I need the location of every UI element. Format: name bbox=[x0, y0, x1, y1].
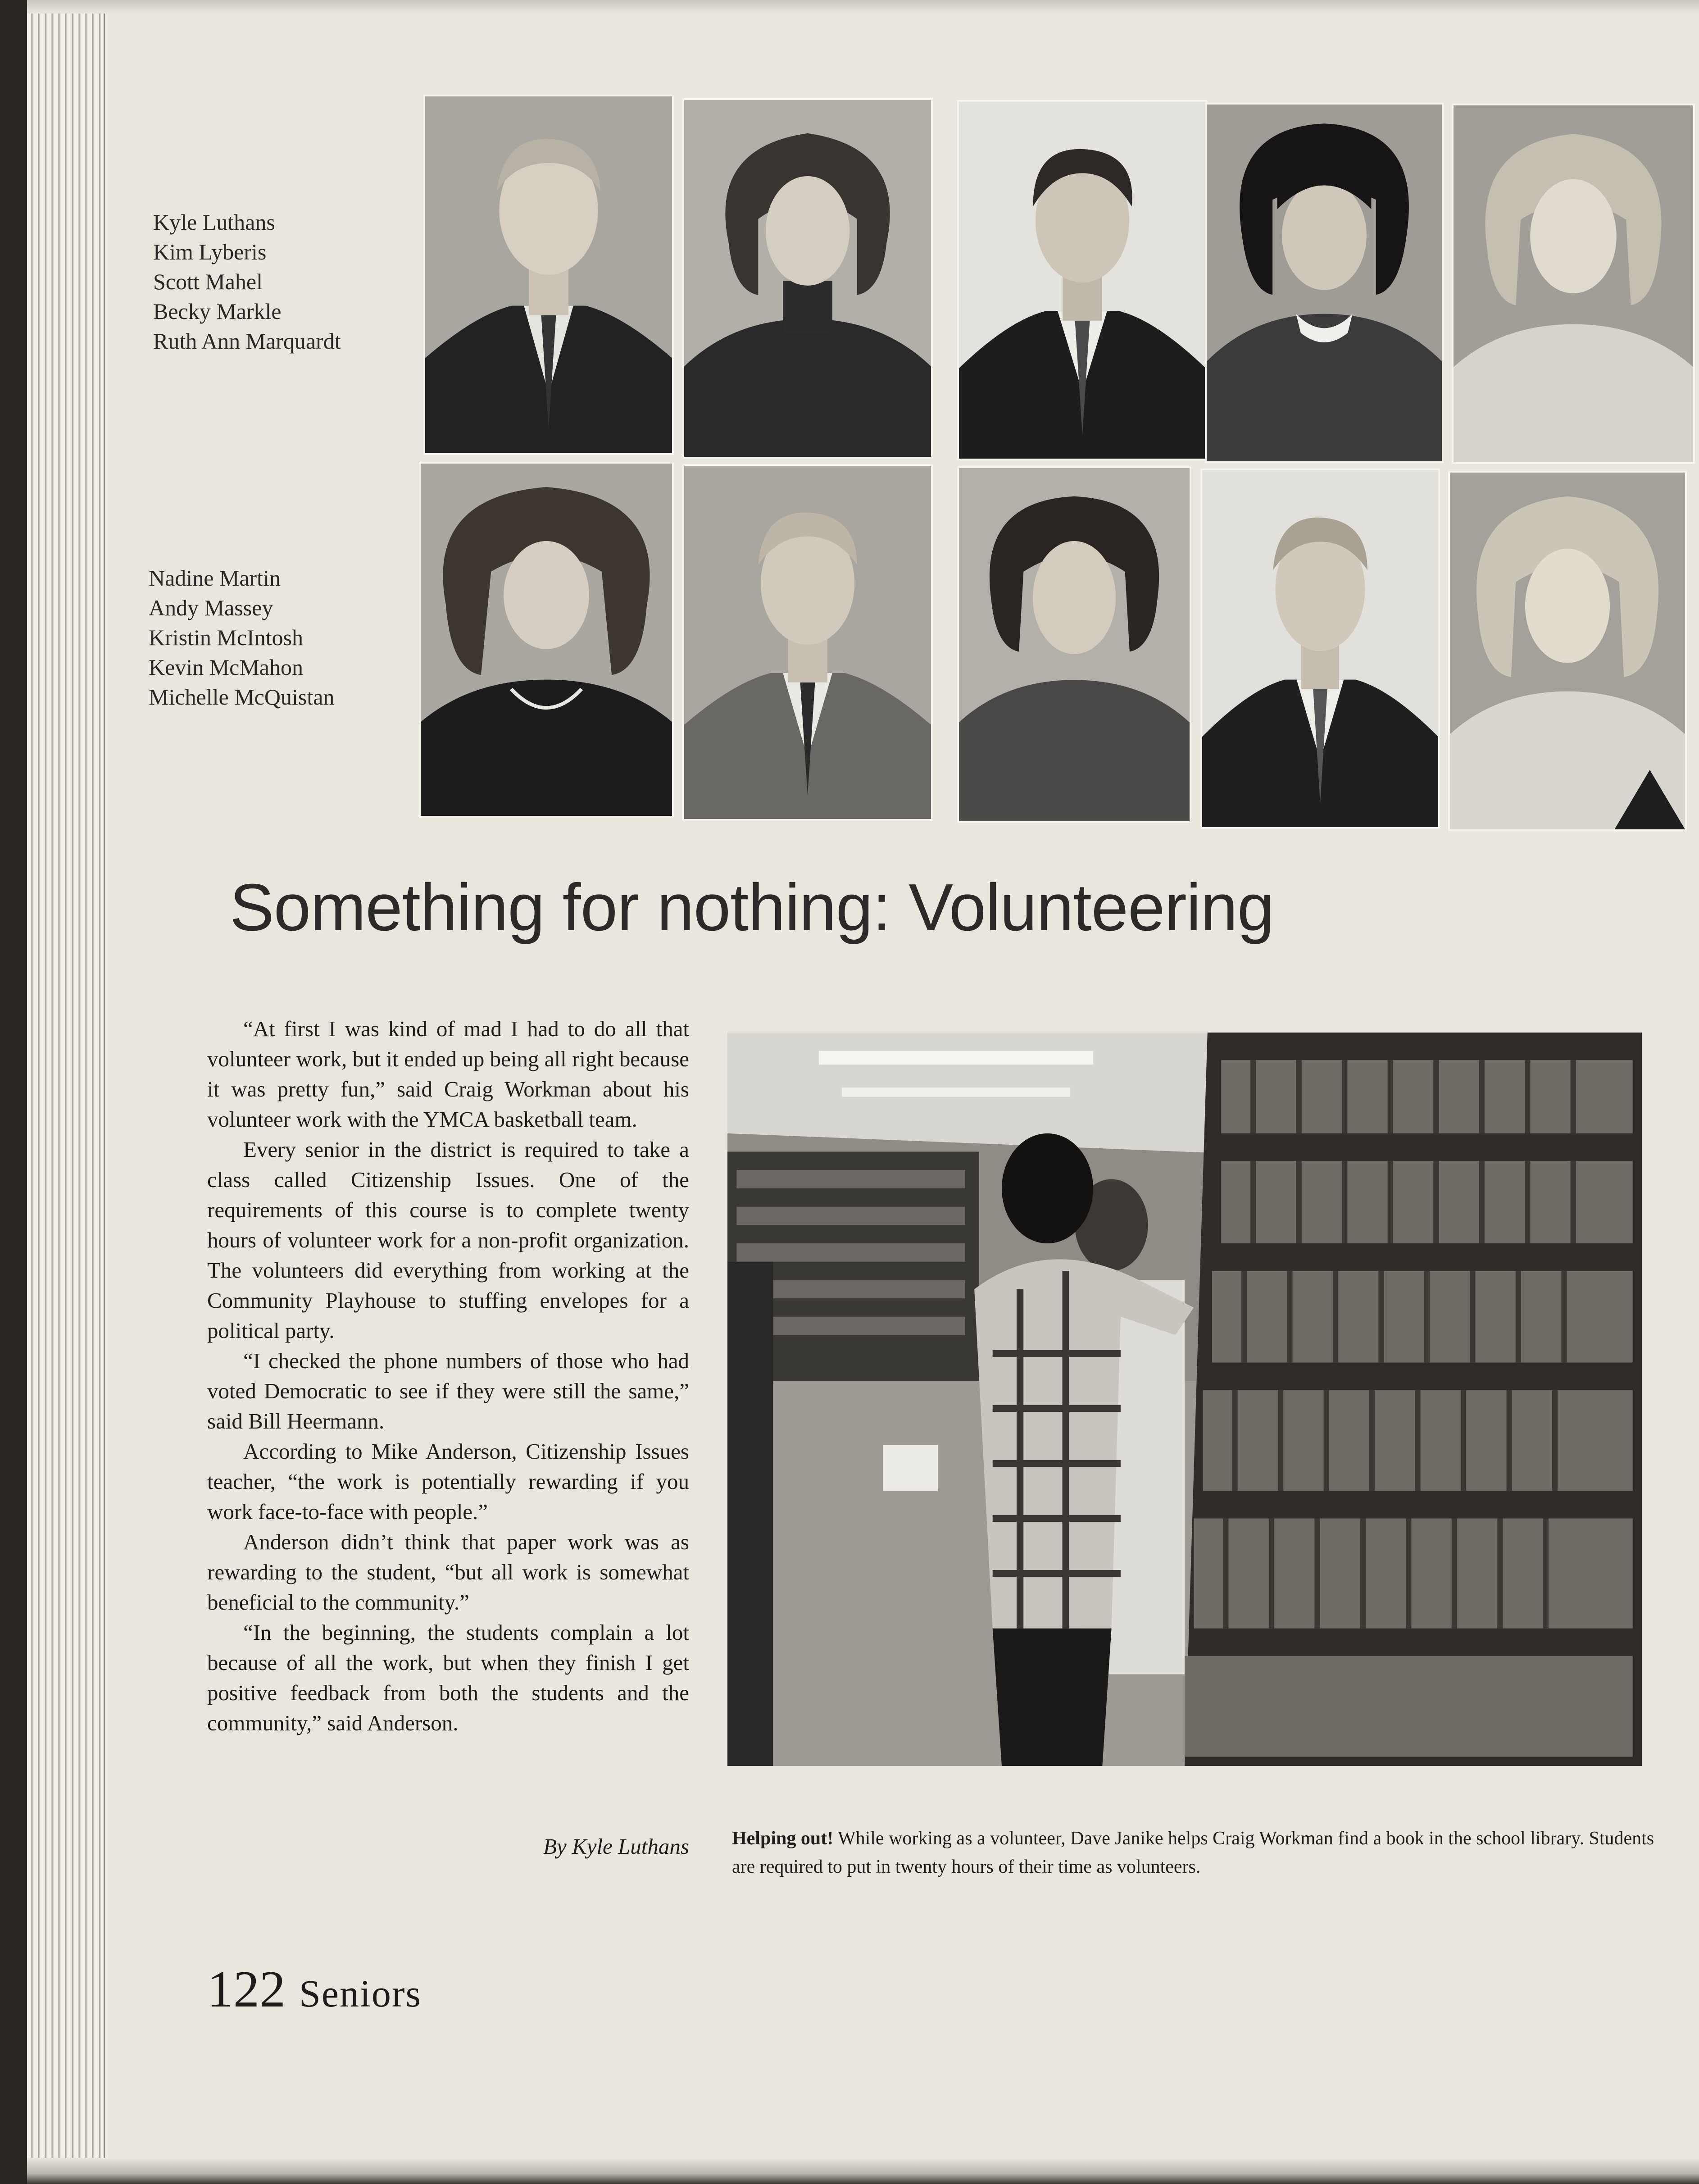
portrait-photo bbox=[682, 464, 933, 821]
portrait-photo bbox=[682, 98, 933, 459]
portrait-photo bbox=[419, 462, 674, 818]
page-bottom-edge bbox=[27, 2158, 1699, 2184]
photo-caption bbox=[732, 1825, 1678, 1881]
yearbook-page bbox=[27, 0, 1699, 2184]
library-photo bbox=[727, 1033, 1642, 1766]
page-top-edge bbox=[27, 0, 1699, 14]
page-number: 122 bbox=[207, 1961, 286, 2018]
name-line: Kyle Luthans bbox=[153, 209, 275, 235]
portrait-photo bbox=[1452, 104, 1695, 464]
article-body bbox=[207, 1014, 689, 1738]
caption-text: While working as a volunteer, Dave Janike helps Craig Workman find a book in the school library. Students are required to put in twenty hours of their time as volunteers. bbox=[732, 1828, 1654, 1877]
article-byline: By Kyle Luthans bbox=[543, 1834, 689, 1859]
names-row-1 bbox=[153, 207, 341, 356]
portrait-photo bbox=[957, 100, 1208, 460]
article-paragraph: Anderson didn’t think that paper work was as rewarding to the student, “but all work is somewhat beneficial to the community.” bbox=[207, 1529, 689, 1615]
name-line: Becky Markle bbox=[153, 299, 282, 324]
article-paragraph: Every senior in the district is required to take a class called Citizenship Issues. One of the requirements of this course is to complete twenty hours of volunteer work for a non-profit organization. The volunteers did everything from working at the Community Playhouse to stuffing envelopes for a political party. bbox=[207, 1137, 689, 1343]
article-paragraph: “At first I was kind of mad I had to do all that volunteer work, but it ended up being all right because it was pretty fun,” said Craig Workman about his volunteer work with the YMCA basketball team. bbox=[207, 1016, 689, 1132]
name-line: Andy Massey bbox=[149, 595, 273, 620]
portrait-photo bbox=[1205, 103, 1444, 463]
section-name: Seniors bbox=[299, 1972, 422, 2015]
name-line: Scott Mahel bbox=[153, 269, 263, 294]
feature-headline: Something for nothing: Volunteering bbox=[230, 870, 1274, 945]
portrait-photo bbox=[957, 466, 1191, 823]
portrait-photo bbox=[1448, 471, 1687, 831]
name-line: Kim Lyberis bbox=[153, 239, 267, 264]
name-line: Kristin McIntosh bbox=[149, 625, 304, 650]
caption-lead: Helping out! bbox=[732, 1828, 834, 1849]
article-paragraph: According to Mike Anderson, Citizenship Issues teacher, “the work is potentially rewarding if you work face-to-face with people.” bbox=[207, 1439, 689, 1524]
name-line: Ruth Ann Marquardt bbox=[153, 328, 341, 354]
names-row-2 bbox=[149, 563, 334, 712]
page-folio bbox=[207, 1960, 422, 2020]
name-line: Nadine Martin bbox=[149, 565, 281, 591]
portrait-photo bbox=[423, 95, 674, 455]
page-edge-stack bbox=[27, 0, 105, 2184]
article-paragraph: “I checked the phone numbers of those who had voted Democratic to see if they were still the same,” said Bill Heermann. bbox=[207, 1348, 689, 1433]
portrait-photo bbox=[1200, 469, 1440, 829]
name-line: Kevin McMahon bbox=[149, 655, 303, 680]
article-paragraph: “In the beginning, the students complain a lot because of all the work, but when they finish I get positive feedback from both the students and the community,” said Anderson. bbox=[207, 1620, 689, 1735]
name-line: Michelle McQuistan bbox=[149, 684, 335, 710]
